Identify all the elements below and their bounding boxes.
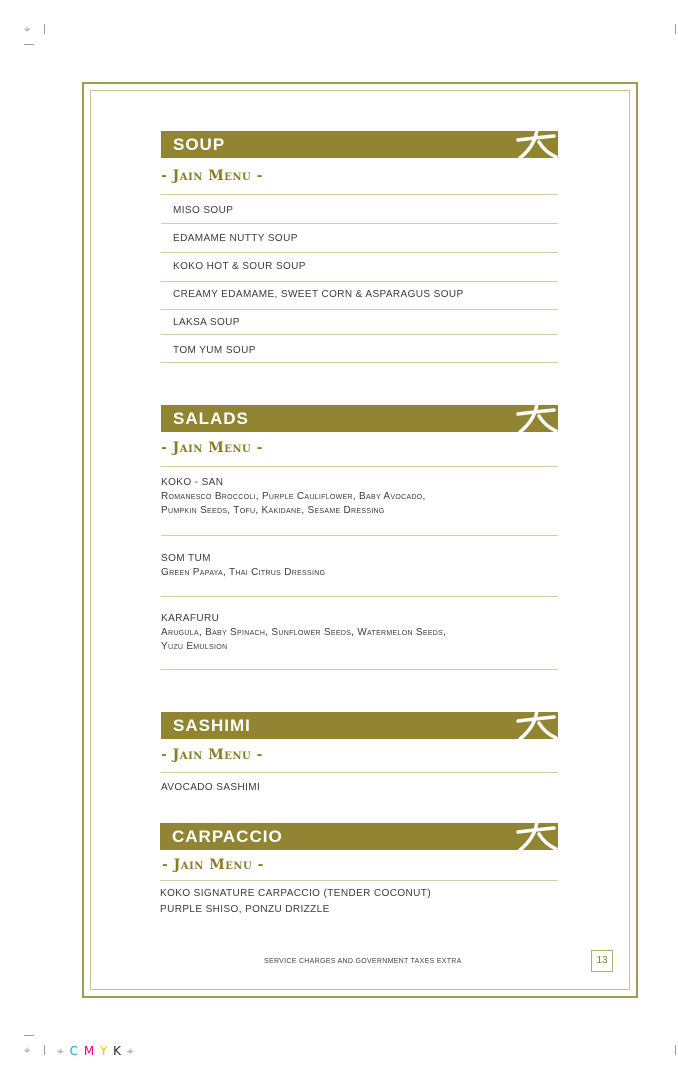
menu-item: CREAMY EDAMAME, SWEET CORN & ASPARAGUS SOUP xyxy=(173,289,464,300)
dish-description: Pumpkin Seeds, Tofu, Kakidane, Sesame Dressing xyxy=(161,505,385,516)
dish-description: Yuzu Emulsion xyxy=(161,641,228,652)
menu-item: KOKO HOT & SOUR SOUP xyxy=(173,261,306,272)
jain-menu-label: - Jain Menu - xyxy=(161,440,263,456)
divider xyxy=(161,669,558,670)
crop-mark xyxy=(24,44,34,45)
menu-item: AVOCADO SASHIMI xyxy=(161,782,261,793)
menu-item xyxy=(161,477,426,516)
divider xyxy=(161,309,558,310)
dish-name: SOM TUM xyxy=(161,553,211,564)
section-header-bar xyxy=(161,712,558,739)
sashimi-section xyxy=(161,712,558,793)
crop-mark xyxy=(44,1045,45,1055)
dish-name: KARAFURU xyxy=(161,613,220,624)
kanji-dai-icon xyxy=(514,125,558,161)
jain-menu-label: - Jain Menu - xyxy=(161,747,263,763)
crop-mark xyxy=(44,24,45,34)
divider xyxy=(160,880,558,881)
dish-description: Green Papaya, Thai Citrus Dressing xyxy=(161,567,326,578)
crop-mark xyxy=(24,1035,34,1036)
section-title: SOUP xyxy=(173,135,226,154)
page-number: 13 xyxy=(591,950,613,972)
kanji-dai-icon xyxy=(514,706,558,742)
cmyk-m: M xyxy=(83,1044,96,1058)
footer-note: SERVICE CHARGES AND GOVERNMENT TAXES EXTRA xyxy=(264,958,462,965)
section-header-bar xyxy=(161,405,558,432)
registration-mark-icon: ⌖ xyxy=(24,23,31,36)
cmyk-color-bar xyxy=(57,1044,135,1059)
divider xyxy=(161,535,558,536)
cmyk-y: Y xyxy=(100,1044,109,1058)
menu-item xyxy=(161,613,446,652)
kanji-dai-icon xyxy=(514,399,558,435)
cmyk-c: C xyxy=(69,1044,79,1058)
menu-item: TOM YUM SOUP xyxy=(173,345,256,356)
divider xyxy=(161,362,558,363)
divider xyxy=(161,223,558,224)
dish-description: Romanesco Broccoli, Purple Cauliflower, Baby Avocado, xyxy=(161,491,426,502)
divider xyxy=(161,281,558,282)
registration-mark-icon: ⌖ xyxy=(126,1044,135,1058)
divider xyxy=(161,252,558,253)
dish-name: KOKO - SAN xyxy=(161,477,224,488)
kanji-dai-icon xyxy=(514,817,558,853)
jain-menu-label: - Jain Menu - xyxy=(161,168,263,184)
crop-mark xyxy=(675,24,676,34)
divider xyxy=(161,334,558,335)
carpaccio-section xyxy=(160,823,558,915)
page-inner-border xyxy=(90,90,630,990)
menu-item: LAKSA SOUP xyxy=(173,317,240,328)
crop-mark xyxy=(675,1045,676,1055)
section-header-bar xyxy=(161,131,558,158)
divider xyxy=(161,772,558,773)
dish-description: Arugula, Baby Spinach, Sunflower Seeds, Watermelon Seeds, xyxy=(161,627,447,638)
menu-item: EDAMAME NUTTY SOUP xyxy=(173,233,298,244)
section-title: CARPACCIO xyxy=(172,827,283,846)
divider xyxy=(161,596,558,597)
registration-mark-icon: ⌖ xyxy=(57,1044,65,1058)
registration-mark-icon: ⌖ xyxy=(24,1044,31,1057)
cmyk-k: K xyxy=(113,1044,123,1058)
jain-menu-label: - Jain Menu - xyxy=(162,857,264,873)
salads-section xyxy=(161,405,558,652)
menu-item-description: PURPLE SHISO, PONZU DRIZZLE xyxy=(160,904,330,915)
section-title: SASHIMI xyxy=(173,716,251,735)
section-header-bar xyxy=(160,823,558,850)
divider xyxy=(161,194,558,195)
divider xyxy=(161,466,558,467)
menu-item xyxy=(161,553,325,578)
menu-item: MISO SOUP xyxy=(173,205,234,216)
soup-section xyxy=(161,131,558,356)
menu-item: KOKO SIGNATURE CARPACCIO (TENDER COCONUT) xyxy=(160,888,432,899)
section-title: SALADS xyxy=(173,409,249,428)
